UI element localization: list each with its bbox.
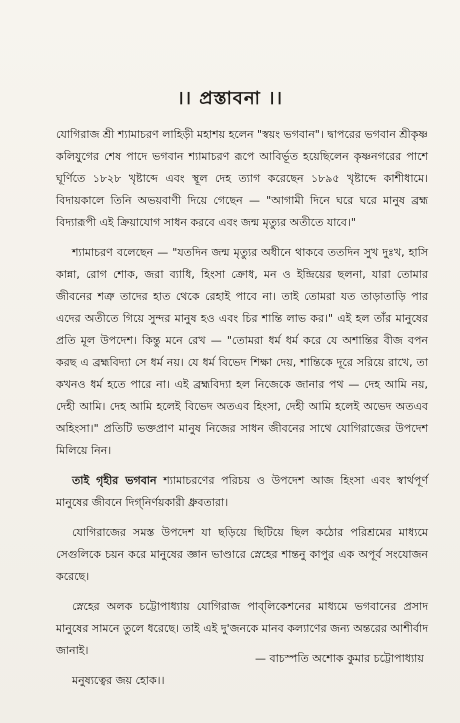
paragraph-6: মনুষ্যত্বের জয় হোক।। (72, 674, 165, 687)
paragraph-1: যোগিরাজ শ্রী শ্যামাচরণ লাহিড়ী মহাশয় হলেন "স্বয়ং ভগবান"। দ্বাপরের ভগবান শ্রীকৃষ্ণ কলিযুগের শেষ পাদে ভগবান শ্যামাচরণ রূপে আবির্ভূত হয়েছিলেন কৃষ্ণনগরের পাশে ঘূর্ণিতে ১৮২৮ খৃষ্টাব্দে এবং স্থূল দেহ ত্যাগ করেছেন ১৮৯৫ খৃষ্টাব্দে কাশীধামে। বিদায়কালে তিনি অভয়বাণী দিয়ে গেছেন — "আগামী দিনে ঘরে ঘরে মানুষ ব্রহ্ম বিদ্যারূপী এই ক্রিয়াযোগ সাধন করবে এবং জন্ম মৃত্যুর অতীতে যাবে।" (56, 128, 428, 229)
paragraph-4: যোগিরাজের সমস্ত উপদেশ যা ছড়িয়ে ছিটিয়ে ছিল কঠোর পরিশ্রমের মাধ্যমে সেগুলিকে চয়ন করে মানুষের জ্ঞান ভাণ্ডারে স্নেহের শান্তনু কাপুর এক অপূর্ব সংযোজন করেছে। (56, 526, 428, 583)
paragraph-gap (56, 234, 428, 242)
paragraph-3-rest: শ্যামাচরণের পরিচয় ও উপদেশ আজ হিংসা এবং স্বার্থপূর্ণ মানুষের জীবনে দিগ্‌নির্ণয়কারী ধ্রুবতারা। (56, 474, 428, 509)
paragraph-2: শ্যামাচরণ বলেছেন — "যতদিন জন্ম মৃত্যুর অধীনে থাকবে ততদিন সুখ দুঃখ, হাসি কান্না, রোগ শোক, জরা ব্যাধি, হিংসা ক্রোধ, মন ও ইন্দ্রিয়ের ছলনা, যারা তোমার জীবনের শত্রু তাদের হাত থেকে রেহাই পাবে না। তাই তোমরা যত তাড়াতাড়ি পার এদের অতীতে গিয়ে সুন্দর মানুষ হও এবং চির শান্তি লাভ কর।" এই হল তাঁর মানুষের প্রতি মূল উপদেশ। কিন্তু মনে রেখ — "তোমরা ধর্ম ধর্ম করে যে অশান্তির বীজ বপন করছ এ ব্রহ্মবিদ্যা সে ধর্ম নয়। যে ধর্ম বিভেদ শিক্ষা দেয়, শান্তিকে দূরে সরিয়ে রাখে, তা কখনও ধর্ম হতে পারে না। এই ব্রহ্মবিদ্যা হল নিজেকে জানার পথ — দেহ আমি নয়, দেহী আমি। দেহ আমি হলেই বিভেদ অতএব হিংসা, দেহী আমি হলেই অভেদ অতএব অহিংসা।" প্রতিটি ভক্তপ্রাণ মানুষ নিজের সাধন জীবনের সাথে যোগিরাজের উপদেশ মিলিয়ে নিন। (56, 246, 428, 457)
paragraph-gap (56, 462, 428, 470)
paragraph-3 (56, 470, 428, 514)
bold-lead: তাই গৃহীর ভগবান (72, 474, 157, 487)
paragraph-5: স্নেহের অলক চট্টোপাধ্যায় যোগিরাজ পাব্‌লিকেশনের মাধ্যমে ভগবানের প্রসাদ মানুষের সামনে তুলে ধরেছে। তাই এই দু'জনকে মানব কল্যাণের জন্য অন্তরের আশীর্বাদ জানাই। (56, 600, 428, 657)
author-signature: — বাচস্পতি অশোক কুমার চট্টোপাধ্যায় (255, 652, 424, 665)
paragraph-gap (56, 588, 428, 596)
paragraph-gap (56, 514, 428, 522)
document-body (56, 124, 428, 692)
page-title: ।। প্রস্তাবনা ।। (177, 88, 283, 109)
